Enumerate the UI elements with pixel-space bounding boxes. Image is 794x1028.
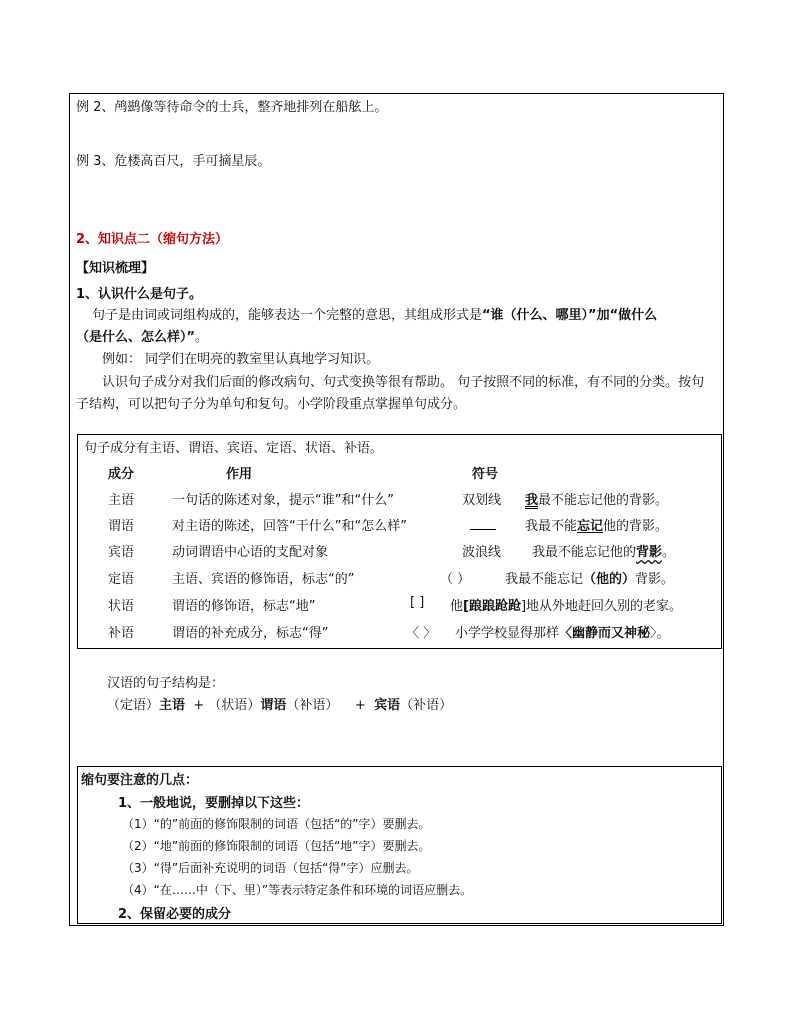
example-3: 例 3、危楼高百尺，手可摘星辰。 <box>76 154 271 169</box>
notes-item: （4）“在……中（下、里）”等表示特定条件和环境的词语应删去。 <box>122 883 473 897</box>
row-role: 一句话的陈述对象，提示“谁”和“什么” <box>172 493 394 508</box>
row-name: 定语 <box>108 572 135 587</box>
row-name: 宾语 <box>108 545 135 560</box>
row-example <box>525 489 668 508</box>
row-symbol: 〈 〉 <box>406 626 437 641</box>
row-name: 状语 <box>108 599 135 614</box>
row-role: 主语、宾语的修饰语，标志“的” <box>172 572 355 587</box>
example-pre: 我最不能忘记他的 <box>532 545 637 560</box>
notes-sub1: 1、一般地说，要删掉以下这些： <box>118 796 310 811</box>
para2-line2: 子结构，可以把句子分为单句和复句。小学阶段重点掌握单句成分。 <box>76 397 467 412</box>
row-name: 谓语 <box>108 519 135 534</box>
row-symbol: [ ] <box>410 595 425 610</box>
example-2: 例 2、鸬鹚像等待命令的士兵，整齐地排列在船舷上。 <box>76 100 388 115</box>
row-role: 谓语的补充成分，标志“得” <box>172 626 329 641</box>
structure-title: 汉语的句子结构是： <box>107 676 225 691</box>
example-pre: 我最不能 <box>525 519 578 534</box>
structure-part: 宾语 <box>374 698 401 713</box>
row-role: 对主语的陈述，回答“干什么”和“怎么样” <box>172 519 407 534</box>
row-name: 补语 <box>108 626 135 641</box>
example-mark: 我 <box>525 493 539 508</box>
example-mark: 忘记 <box>577 519 604 534</box>
point1-title: 1、认识什么是句子。 <box>76 287 203 302</box>
row-symbol: 波浪线 <box>462 545 502 560</box>
para1-line2-b: 。 <box>195 330 209 345</box>
structure-part: （定语） <box>107 698 160 713</box>
example-post: 最不能忘记他的背影。 <box>538 493 669 508</box>
para1-line1-a: 句子是由词或词组构成的，能够表达一个完整的意思，其组成形式是 <box>92 308 483 323</box>
structure-part: + （状语） <box>193 698 261 713</box>
structure-formula <box>107 694 452 713</box>
example-pre: 我最不能忘记 <box>505 572 584 587</box>
structure-part: （补语） <box>286 698 339 713</box>
row-example <box>525 515 668 534</box>
example-mark: 背影 <box>636 545 663 560</box>
header-role: 作用 <box>226 467 253 482</box>
row-symbol: 双划线 <box>462 493 502 508</box>
notes-title: 缩句要注意的几点： <box>81 773 199 788</box>
row-example <box>532 541 675 560</box>
para1-line2-a: （是什么、怎么样）” <box>76 330 196 345</box>
example-pre: 他 <box>450 599 464 614</box>
row-example <box>505 568 674 587</box>
notes-item: （2）“地”前面的修饰限制的词语（包括“地”字）要删去。 <box>122 839 431 853</box>
example-post: 背影。 <box>635 572 675 587</box>
notes-item: （3）“得”后面补充说明的词语（包括“得”字）应删去。 <box>122 861 419 875</box>
row-example <box>455 622 670 641</box>
sub-heading: 【知识梳理】 <box>76 261 155 276</box>
example-post: 。 <box>662 545 676 560</box>
example-post: 〉。 <box>650 626 670 641</box>
para1-line2 <box>76 326 208 345</box>
para2-line1: 认识句子成分对我们后面的修改病句、句式变换等很有帮助。 句子按照不同的标准，有不同的分类。按句 <box>102 375 705 390</box>
row-symbol: （ ） <box>440 572 471 587</box>
para1-line1-b: “谁（什么、哪里）”加“做什么 <box>482 308 658 323</box>
example-pre: 小学学校显得那样 <box>455 626 560 641</box>
header-symbol: 符号 <box>472 467 499 482</box>
single-line-symbol <box>470 515 496 534</box>
example-post: 他的背影。 <box>603 519 669 534</box>
section-heading: 2、知识点二（缩句方法） <box>76 232 229 247</box>
example-mark: 〈幽静而又神秘 <box>559 626 651 641</box>
para1-line1 <box>92 304 657 323</box>
example-mark: [踉踉跄跄 <box>463 599 521 614</box>
structure-part: 主语 <box>159 698 186 713</box>
example-mark: （他的） <box>583 572 636 587</box>
row-role: 动词谓语中心语的支配对象 <box>172 545 329 560</box>
structure-part: + <box>354 698 366 713</box>
row-example <box>450 595 682 614</box>
components-intro: 句子成分有主语、谓语、宾语、定语、状语、补语。 <box>84 441 384 456</box>
row-role: 谓语的修饰语，标志“地” <box>172 599 316 614</box>
row-name: 主语 <box>108 493 135 508</box>
notes-sub2: 2、保留必要的成分 <box>118 907 232 922</box>
structure-part: （补语） <box>400 698 453 713</box>
notes-item: （1）“的”前面的修饰限制的词语（包括“的”字）要删去。 <box>122 817 431 831</box>
structure-part: 谓语 <box>260 698 287 713</box>
example-post: ]地从外地赶回久别的老家。 <box>520 599 683 614</box>
example-sentence: 例如： 同学们在明亮的教室里认真地学习知识。 <box>102 352 380 367</box>
header-name: 成分 <box>108 467 135 482</box>
